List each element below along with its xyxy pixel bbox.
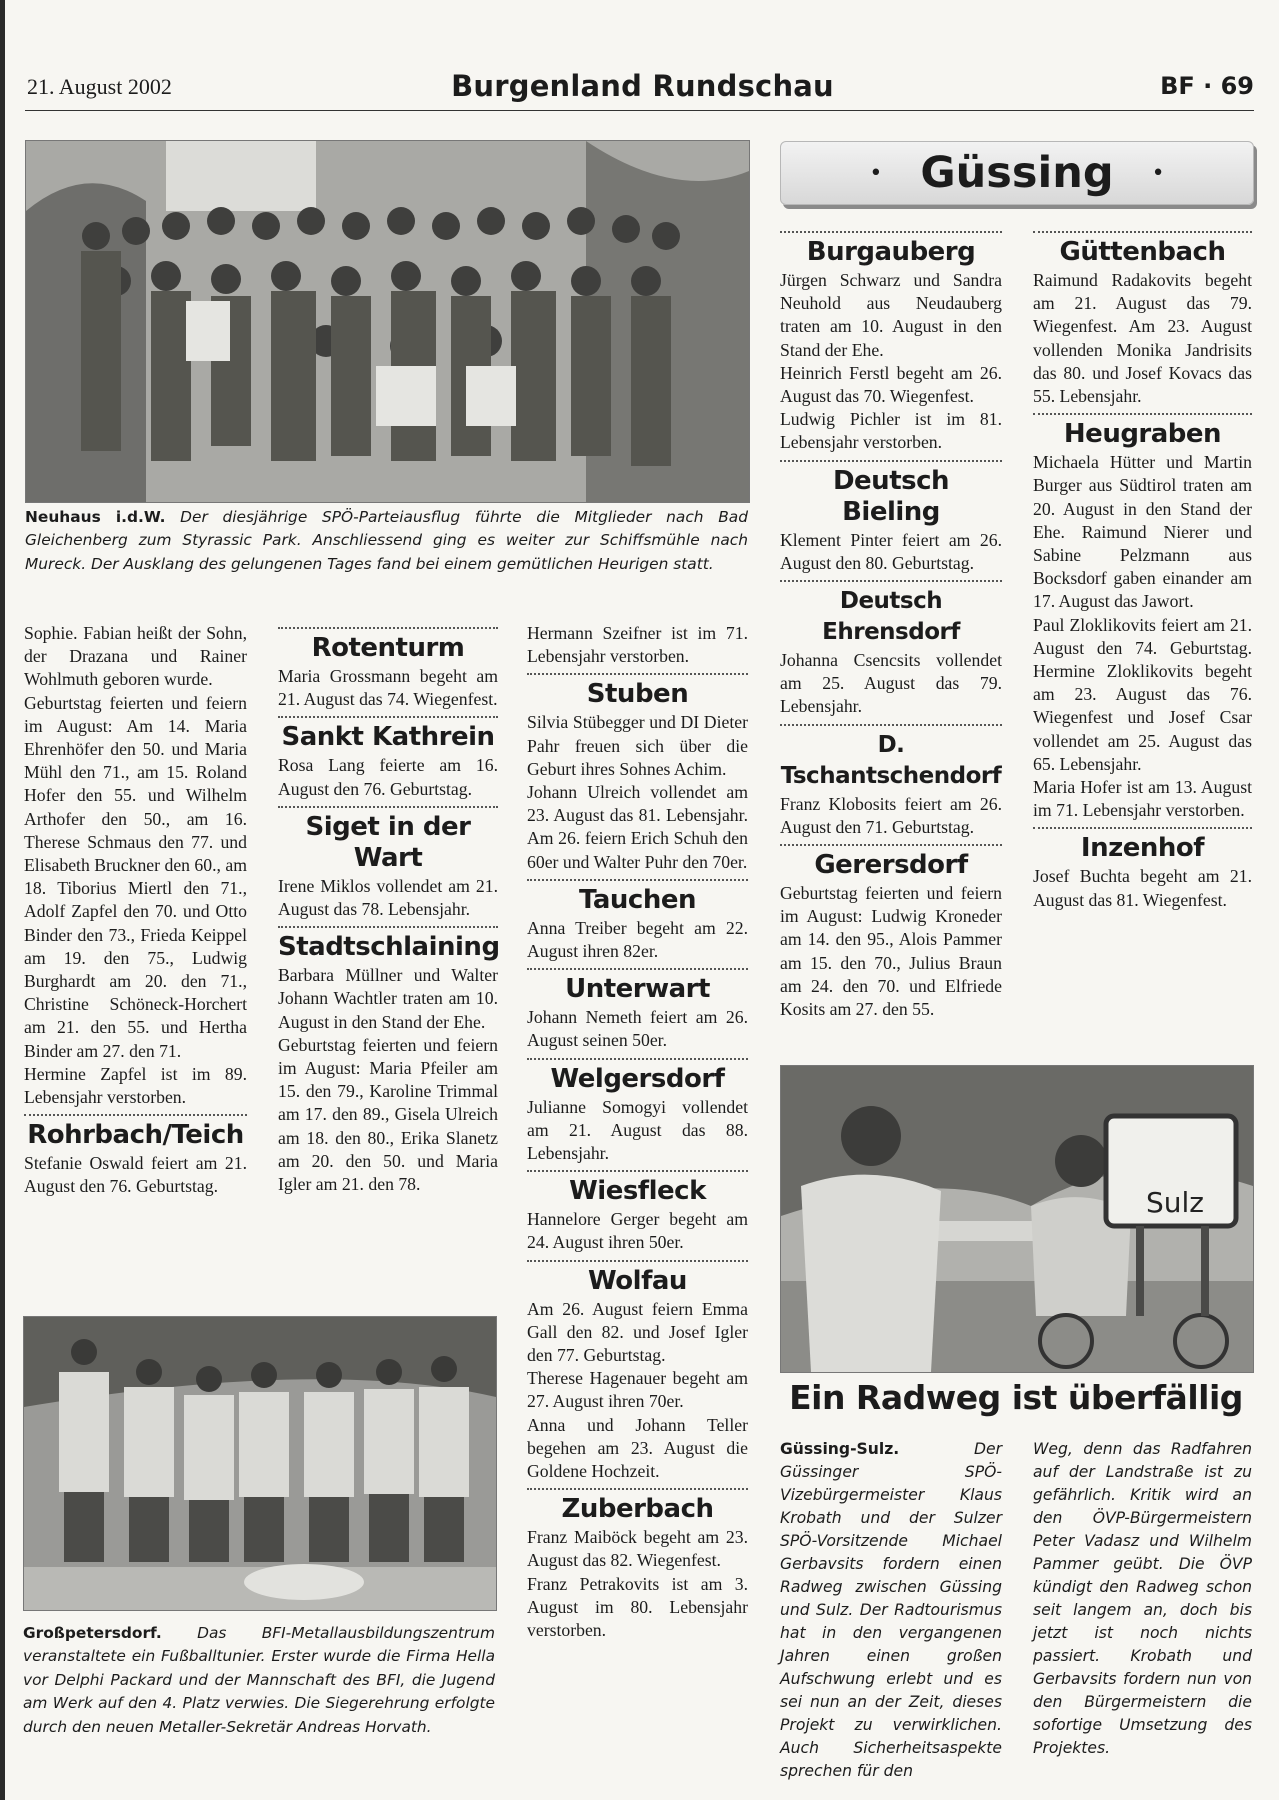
paragraph: Hermine Zapfel ist im 89. Lebensjahr verstorben. [24,1063,247,1108]
town-sign-text: Sulz [1146,1186,1204,1219]
group-photo-image [26,141,749,502]
paragraph: Raimund Radakovits begeht am 21. August das 79. Wiegenfest. Am 23. August vollenden Monika Jandrisits das 80. und Josef Kovacs das 55. Lebensjahr. [1033,270,1252,407]
section-heading: Wolfau [588,1265,687,1296]
dotted-divider [780,231,1002,233]
section-heading: Heugraben [1063,419,1222,450]
football-photo-image [24,1317,496,1610]
radweg-photo [780,1065,1254,1373]
paragraph: Paul Zloklikovits feiert am 21. August den 74. Geburtstag. Hermine Zloklikovits begeht am 23. August das 76. Wiegenfest und Josef Csar vollendet am 25. August das 65. Lebensjahr. [1033,614,1252,774]
banner-title: Güssing [920,148,1114,198]
dotted-divider [527,1058,748,1060]
article-column-1 [780,1438,1002,1783]
article-text: Der Güssinger SPÖ-Vizebürgermeister Klaus Krobath und der Sulzer SPÖ-Vorsitzende Michael Gerbavsits fordern einen Radweg zwischen Güssing und Sulz. Der Radtourismus hat in den vergangenen Jahren einen großen Aufschwung erlebt und es sei nun an der Zeit, dieses Projekt zu verwirklichen. Auch Sicherheitsaspekte sprechen für den [780,1440,1002,1780]
paragraph: Johann Nemeth feiert am 26. August seinen 50er. [527,1007,748,1051]
radweg-photo-image [781,1066,1253,1372]
issue-date: 21. August 2002 [27,74,172,99]
section-heading: Tauchen [578,884,696,915]
page-edge [0,0,5,1800]
article-place: Güssing-Sulz. [780,1440,900,1458]
paragraph: Sophie. Fabian heißt der Sohn, der Drazana und Rainer Wohlmuth geboren wurde. [24,623,247,690]
paragraph: Am 26. August feiern Emma Gall den 82. und Josef Igler den 77. Geburtstag. [527,1298,748,1366]
paragraph: Franz Petrakovits ist am 3. August im 80. Lebensjahr verstorben. [527,1573,748,1641]
section-heading: Wiesfleck [569,1176,706,1207]
caption-text: Das BFI-Metallausbildungszentrum veranstaltete ein Fußballtunier. Erster wurde die Firma Hella vor Delphi Packard und der Mannschaft des BFI, die Jugend am Werk auf den 4. Platz verwies. Die Siegerehrung erfolgte durch den neuen Metaller-Sekretär Andreas Horvath. [23,1624,495,1736]
paragraph: Michaela Hütter und Martin Burger aus Südtirol traten am 20. August in den Stand der Ehe. Raimund Nierer und Sabine Pelzmann aus Bocksdorf gaben einander am 17. August das Jawort. [1033,452,1252,612]
paragraph: Franz Maiböck begeht am 23. August das 82. Wiegenfest. [527,1527,748,1571]
section-heading: Siget in der Wart [305,811,471,873]
column-3 [527,622,748,1642]
paragraph: Geburtstag feierten und feiern im August: Am 14. Maria Ehrenhöfer den 50. und Maria Mühl den 71., am 15. Roland Hofer den 55. und Wilhelm Arthofer den 50., am 16. Therese Schmaus den 77. und Elisabeth Bruckner den 60., am 18. Tiborius Miertl den 71., Adolf Zapfel den 70. und Otto Binder den 73., Frieda Keippel am 19. den 75., Ludwig Burghardt am 20. den 71., Christine Schöneck-Horchert am 21. den 55. und Hertha Binder am 27. den 71. [24,692,247,1061]
paragraph: Stefanie Oswald feiert am 21. August den 76. Geburtstag. [24,1153,247,1197]
section-heading: Gerersdorf [814,850,968,881]
paragraph: Maria Hofer ist am 13. August im 71. Lebensjahr verstorben. [1033,777,1252,821]
dotted-divider [780,580,1002,582]
paragraph: Irene Miklos vollendet am 21. August das 78. Lebensjahr. [278,875,498,920]
dotted-divider [527,1170,748,1172]
paragraph: Franz Klobosits feiert am 26. August den 71. Geburtstag. [780,793,1002,837]
page-number: BF · 69 [1160,72,1254,100]
caption-place: Großpetersdorf. [23,1624,162,1642]
dotted-divider [1033,231,1252,233]
section-heading: Deutsch Ehrensdorf [822,588,960,646]
football-photo-caption [23,1622,495,1739]
dotted-divider [1033,827,1252,829]
paragraph: Hermann Szeifner ist im 71. Lebensjahr verstorben. [527,623,748,667]
paragraph: Maria Grossmann begeht am 21. August das 74. Wiegenfest. [278,666,498,710]
paragraph: Julianne Somogyi vollendet am 21. August das 88. Lebensjahr. [527,1096,748,1164]
group-photo-caption [25,506,748,576]
section-heading: Zuberbach [561,1494,714,1525]
paragraph: Anna und Johann Teller begehen am 23. August die Goldene Hochzeit. [527,1414,748,1482]
article-column-2: Weg, denn das Radfahren auf der Landstraße ist zu gefährlich. Kritik wird an den ÖVP-Bürgermeistern Peter Vadasz und Wilhelm Pammer geübt. Die ÖVP kündigt den Radweg schon seit langem an, doch bis jetzt ist noch nichts passiert. Krobath und Gerbavsits fordern nun von den Bürgermeistern die sofortige Umsetzung des Projektes. [1033,1440,1252,1757]
banner-bullet: • [1151,160,1165,186]
column-1 [24,622,247,1199]
newspaper-title: Burgenland Rundschau [451,69,834,103]
paragraph: Josef Buchta begeht am 21. August das 81. Wiegenfest. [1033,866,1252,910]
dotted-divider [278,806,498,808]
dotted-divider [24,1114,247,1116]
section-banner-guessing [780,141,1254,205]
section-heading: Stadtschlaining [278,932,500,963]
section-heading: Unterwart [565,974,710,1005]
football-photo [23,1316,497,1611]
paragraph: Johanna Csencsits vollendet am 25. August das 79. Lebensjahr. [780,650,1002,717]
dotted-divider [527,968,748,970]
dotted-divider [780,460,1002,462]
section-heading: Inzenhof [1080,833,1205,864]
section-heading: Welgersdorf [550,1063,725,1094]
section-heading: Rohrbach/Teich [27,1120,244,1151]
dotted-divider [527,673,748,675]
dotted-divider [527,1488,748,1490]
paragraph: Heinrich Ferstl begeht am 26. August das 70. Wiegenfest. [780,362,1002,407]
caption-place: Neuhaus i.d.W. [25,508,166,526]
paragraph: Geburtstag feierten und feiern im August: Ludwig Kroneder am 14. den 95., Alois Pammer am 15. den 70., Julius Braun am 24. den 70. und Elfriede Kosits am 27. den 55. [780,883,1002,1020]
paragraph: Anna Treiber begeht am 22. August ihren 82er. [527,917,748,962]
column-5 [1033,226,1252,912]
paragraph: Ludwig Pichler ist im 81. Lebensjahr verstorben. [780,409,1002,453]
dotted-divider [780,724,1002,726]
paragraph: Klement Pinter feiert am 26. August den 80. Geburtstag. [780,529,1002,573]
section-heading: Deutsch Bieling [832,465,950,527]
column-4 [780,226,1002,1021]
dotted-divider [527,879,748,881]
column-2 [278,622,498,1196]
paragraph: Geburtstag feierten und feiern im August: Maria Pfeiler am 15. den 79., Karoline Trimmal am 17. den 89., Gisela Ulreich am 18. den 80., Erika Slanetz am 20. den 50. und Maria Igler am 21. den 78. [278,1034,498,1195]
section-heading: Burgauberg [806,237,976,267]
caption-text: Der diesjährige SPÖ-Parteiausflug führte die Mitglieder nach Bad Gleichenberg zum Styrassic Park. Anschliessend ging es weiter zur Schiffsmühle nach Mureck. Der Ausklang des gelungenen Tages fand bei einem gemütlichen Heurigen statt. [25,508,748,573]
banner-bullet: • [869,160,883,186]
dotted-divider [1033,413,1252,415]
section-heading: D. Tschantschendorf [780,731,1002,789]
paragraph: Rosa Lang feierte am 16. August den 76. Geburtstag. [278,755,498,799]
section-heading: Rotenturm [311,633,465,663]
paragraph: Johann Ulreich vollendet am 23. August das 81. Lebensjahr. Am 26. feiern Erich Schuh den 60er und Walter Puhr den 70er. [527,782,748,872]
paragraph: Hannelore Gerger begeht am 24. August ihren 50er. [527,1209,748,1253]
paragraph: Silvia Stübegger und DI Dieter Pahr freuen sich über die Geburt ihres Sohnes Achim. [527,712,748,779]
paragraph: Jürgen Schwarz und Sandra Neuhold aus Neudauberg traten am 10. August in den Stand der Ehe. [780,270,1002,360]
header-rule [25,110,1254,111]
article-headline: Ein Radweg ist überfällig [789,1378,1243,1417]
section-heading: Stuben [586,679,689,710]
dotted-divider [278,627,498,629]
paragraph: Barbara Müllner und Walter Johann Wachtler traten am 10. August in den Stand der Ehe. [278,965,498,1032]
dotted-divider [278,716,498,718]
dotted-divider [780,844,1002,846]
group-photo [25,140,750,503]
paragraph: Therese Hagenauer begeht am 27. August ihren 70er. [527,1368,748,1412]
dotted-divider [527,1260,748,1262]
dotted-divider [278,926,498,928]
section-heading: Sankt Kathrein [281,722,495,753]
section-heading: Güttenbach [1059,237,1226,267]
